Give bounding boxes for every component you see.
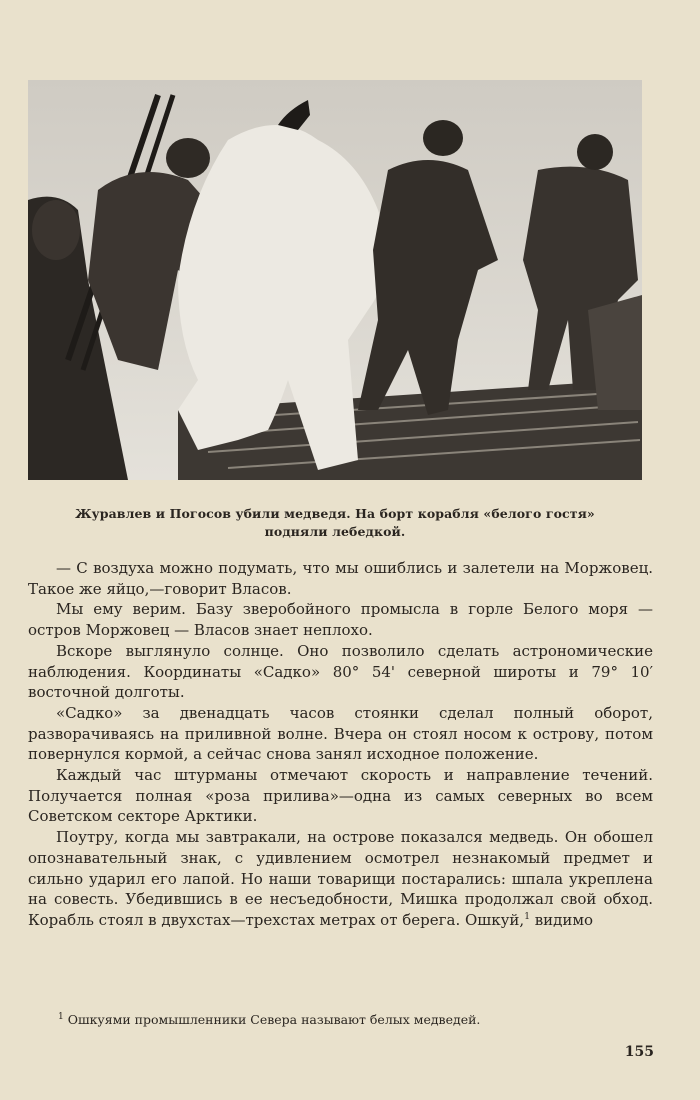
paragraph-2: Мы ему верим. Базу зверобойного промысла в горле Белого моря — остров Моржовец — Власов знает неплохо. (28, 600, 653, 640)
paragraph-1: — С воздуха можно подумать, что мы ошиблись и залетели на Моржовец. Такое же яйцо,—говорит Власов. (28, 559, 653, 598)
paragraph-5: Каждый час штурманы отмечают скорость и направление течений. Получается полная «роза прилива»—одна из самых северных во всем Советском секторе Арктики. (28, 766, 653, 826)
footnote (58, 1012, 658, 1028)
photo-polar-bear (28, 80, 642, 480)
paragraph-6-tail: видимо (529, 910, 594, 929)
caption-line-1: Журавлев и Погосов убили медведя. На борт корабля «белого гостя» (75, 506, 595, 521)
footnote-text: Ошкуями промышленники Севера называют белых медведей. (67, 1012, 481, 1027)
paragraph-4: «Садко» за двенадцать часов стоянки сделал полный оборот, разворачиваясь на приливной волне. Вчера он стоял носом к острову, потом повернулся кормой, а сейчас снова занял исходное положение. (28, 703, 653, 764)
caption-line-2: подняли лебедкой. (264, 524, 406, 539)
paragraph-6-text: Поутру, когда мы завтракали, на острове показался медведь. Он обошел опознавательный знак, с удивлением осмотрел незнакомый предмет и сильно ударил его лапой. Но наши товарищи постарались: шпала укреплена на совесть. Убедившись в ее несъедобности, Мишка продолжал свой обход. Корабль стоял в двухстах—трехстах метрах от берега. Ошкуй, (28, 828, 653, 929)
paragraph-3: Вскоре выглянуло солнце. Оно позволило сделать астрономические наблюдения. Координаты «Садко» 80° 54' северной широты и 79° 10′ восточной долготы. (28, 641, 653, 702)
page-number: 155 (624, 1044, 654, 1060)
photograph-icon (28, 80, 642, 480)
body-text (28, 558, 653, 931)
footnote-mark: 1 (58, 1011, 64, 1022)
paragraph-6 (28, 827, 653, 931)
footnote-reference: 1 (524, 911, 530, 922)
photo-caption (28, 505, 642, 541)
